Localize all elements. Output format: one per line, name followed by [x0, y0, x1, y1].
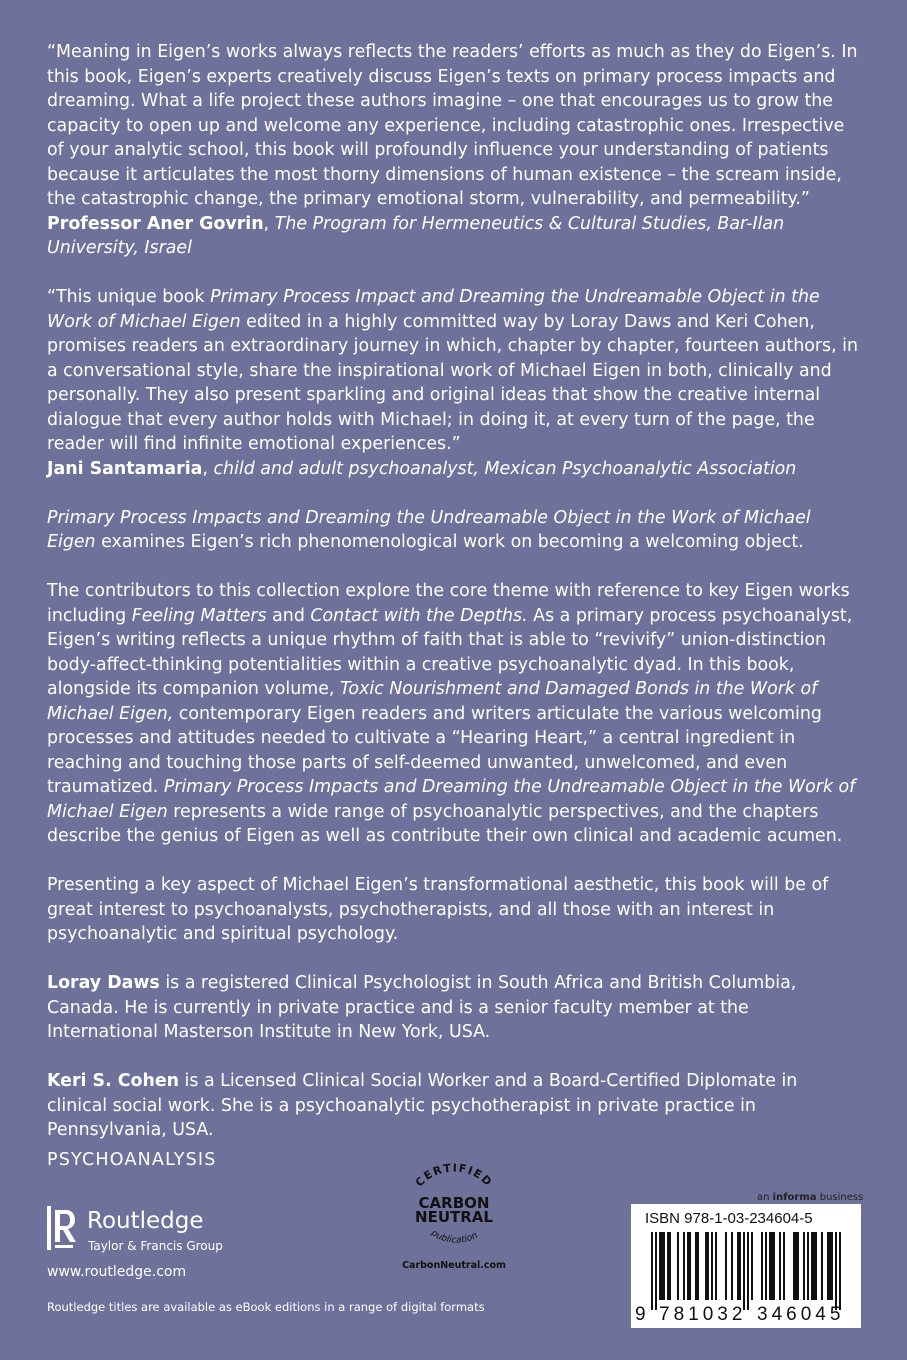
description-paragraph-2: The contributors to this collection explore the core theme with reference to key Eigen works including Feeling Matters and Contact with the Depths. As a primary process psychoanalyst, Eigen’s writing reflects a unique rhythm of faith that is able to “revivify” union-distinction body-affect-thinking potentialities within a creative psychoanalytic dyad. In this book, alongside its companion volume, Toxic Nourishment and Damaged Bonds in the Work of Michael Eigen, contemporary Eigen readers and writers articulate the various welcoming processes and attitudes needed to cultivate a “Hearing Heart,” a central ingredient in reaching and touching those parts of self-deemed unwanted, unwelcomed, and even traumatized. Primary Process Impacts and Dreaming the Undreamable Object in the Work of Michael Eigen represents a wide range of psychoanalytic perspectives, and the chapters describe the genius of Eigen as well as contribute their own clinical and academic acumen.: [47, 581, 856, 846]
barcode-bar: [739, 1232, 741, 1300]
quote-2-author: Jani Santamaria: [47, 458, 203, 479]
barcode-bar: [669, 1232, 671, 1300]
barcode-bars: [637, 1232, 855, 1312]
barcode-bar: [683, 1232, 685, 1300]
subject-category: PSYCHOANALYSIS: [47, 1150, 217, 1170]
badge-carbon: CARBON: [418, 1194, 490, 1212]
barcode-bar: [813, 1232, 815, 1300]
quote-1-affiliation: The Program for Hermeneutics & Cultural Studies, Bar-Ilan University, Israel: [47, 213, 785, 258]
barcode-bar: [835, 1232, 837, 1310]
barcode-bar: [795, 1232, 797, 1300]
barcode-bar: [705, 1232, 707, 1300]
barcode-bar: [707, 1232, 709, 1300]
isbn-barcode: ISBN 978-1-03-234604-5 9 781032 346045: [631, 1204, 861, 1328]
barcode-bar: [731, 1232, 733, 1300]
barcode-bar: [771, 1232, 773, 1300]
barcode-bar: [765, 1232, 767, 1300]
quote-1-author: Professor Aner Govrin: [47, 213, 264, 234]
barcode-bar: [651, 1232, 653, 1310]
barcode-bar: [829, 1232, 831, 1300]
barcode-bar: [743, 1232, 745, 1310]
isbn-label: ISBN 978-1-03-234604-5: [645, 1210, 813, 1227]
barcode-bar: [711, 1232, 713, 1300]
ebook-note: Routledge titles are available as eBook editions in a range of digital formats: [47, 1300, 485, 1314]
barcode-bar: [783, 1232, 785, 1300]
barcode-bar: [839, 1232, 841, 1310]
barcode-bar: [747, 1232, 749, 1310]
editor-bio-1: Loray Daws is a registered Clinical Psychologist in South Africa and British Columbia, Canada. He is currently in private practice and is a senior faculty member at the International Masterson Institute in New York, USA.: [47, 973, 797, 1042]
barcode-bar: [655, 1232, 657, 1310]
barcode-bar: [793, 1232, 795, 1300]
barcode-bar: [689, 1232, 691, 1300]
badge-url: CarbonNeutral.com: [402, 1260, 506, 1271]
publisher-group: Taylor & Francis Group: [88, 1239, 223, 1253]
editor-bio-2: Keri S. Cohen is a Licensed Clinical Social Worker and a Board-Certified Diplomate in clinical social work. She is a psychoanalytic psychotherapist in private practice in Pennsylvania, USA.: [47, 1071, 798, 1140]
barcode-bar: [725, 1232, 727, 1300]
carbon-neutral-icon: [398, 1152, 510, 1260]
barcode-bar: [811, 1232, 813, 1300]
barcode-bar: [737, 1232, 739, 1300]
back-cover-text: [47, 40, 862, 1143]
barcode-bar: [797, 1232, 799, 1300]
barcode-bar: [661, 1232, 663, 1300]
barcode-bar: [761, 1232, 763, 1300]
badge-publication: publication: [429, 1228, 480, 1246]
barcode-bar: [779, 1232, 781, 1300]
barcode-bar: [773, 1232, 775, 1300]
description-paragraph-3: Presenting a key aspect of Michael Eigen’s transformational aesthetic, this book will be of great interest to psychoanalysts, psychotherapists, and all those with an interest in psychoanalytic and spiritual psychology.: [47, 875, 829, 944]
quote-2: “This unique book Primary Process Impact and Dreaming the Undreamable Object in the Work of Michael Eigen edited in a highly committed way by Loray Daws and Keri Cohen, promises readers an extraordinary journey in which, chapter by chapter, fourteen authors, in a conversational style, share the inspirational work of Michael Eigen in both, clinically and personally. They also present sparkling and original ideas that show the creative internal dialogue that every author holds with Michael; in doing it, at every turn of the page, the reader will find infinite emotional experiences.” Jani Santamaria, child and adult psychoanalyst, Mexican Psychoanalytic Association: [47, 287, 858, 479]
badge-neutral: NEUTRAL: [415, 1208, 493, 1226]
svg-text:publication: [428, 1228, 479, 1246]
barcode-bar: [663, 1232, 665, 1300]
barcode-bar: [807, 1232, 809, 1300]
barcode-bar: [831, 1232, 833, 1300]
quote-2-affiliation: child and adult psychoanalyst, Mexican Psychoanalytic Association: [213, 458, 797, 479]
barcode-bar: [659, 1232, 661, 1300]
barcode-bar: [687, 1232, 689, 1300]
barcode-bar: [697, 1232, 699, 1300]
barcode-bar: [821, 1232, 823, 1300]
routledge-r-icon: [47, 1206, 77, 1250]
svg-text:CERTIFIED: [413, 1161, 495, 1189]
carbon-neutral-badge: [398, 1152, 510, 1282]
barcode-bar: [815, 1232, 817, 1300]
quote-1: “Meaning in Eigen’s works always reflects the readers’ efforts as much as they do Eigen’s. In this book, Eigen’s experts creatively discuss Eigen’s texts on primary process impacts and dreaming. What a life project these authors imagine – one that encourages us to grow the capacity to open up and welcome any experience, including catastrophic ones. Irrespective of your analytic school, this book will profoundly influence your understanding of patients because it articulates the most thorny dimensions of human existence – the scream inside, the catastrophic change, the primary emotional storm, vulnerability, and permeability.” Professor Aner Govrin, The Program for Hermeneutics & Cultural Studies, Bar-Ilan University, Israel: [47, 42, 858, 258]
badge-certified: CERTIFIED: [412, 1161, 496, 1190]
barcode-bar: [827, 1232, 829, 1300]
publisher-website: www.routledge.com: [47, 1264, 187, 1280]
informa-tagline: an informa business: [757, 1192, 864, 1203]
barcode-bar: [677, 1232, 679, 1300]
publisher-name: Routledge: [87, 1208, 204, 1234]
barcode-bar: [769, 1232, 771, 1300]
barcode-bar: [695, 1232, 697, 1300]
description-paragraph-1: Primary Process Impacts and Dreaming the Undreamable Object in the Work of Michael Eigen examines Eigen’s rich phenomenological work on becoming a welcoming object.: [47, 507, 811, 552]
barcode-bar: [715, 1232, 717, 1300]
barcode-bar: [751, 1232, 753, 1300]
barcode-bar: [803, 1232, 805, 1300]
barcode-bar: [667, 1232, 669, 1300]
